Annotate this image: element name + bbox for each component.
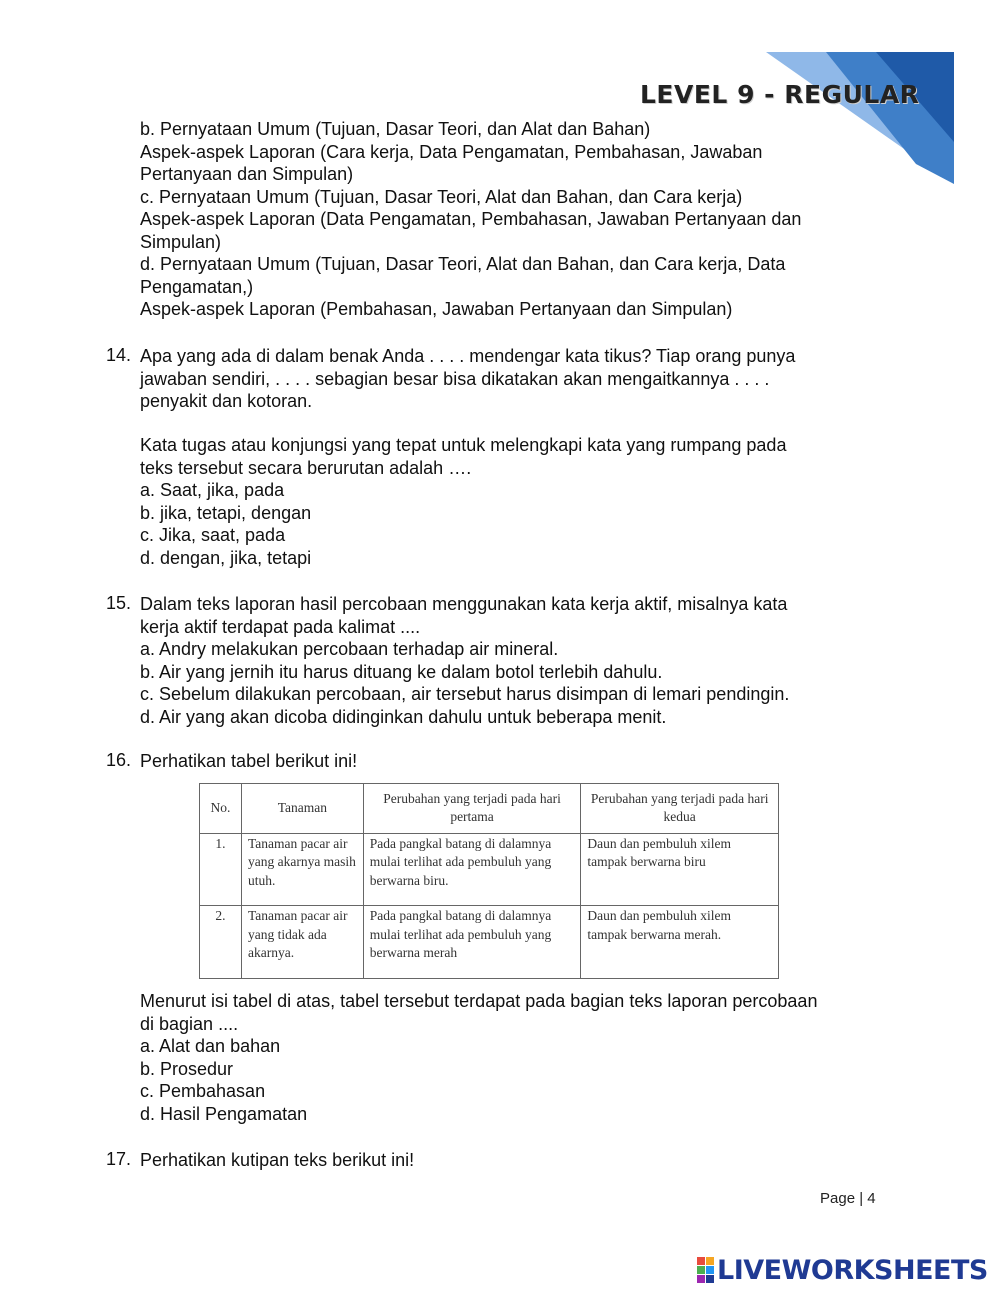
table-cell: 1. [200,833,242,906]
logo-square [706,1266,714,1274]
q14-passage-line: Apa yang ada di dalam benak Anda . . . . mendengar kata tikus? Tiap orang punya [140,346,796,366]
question-17-intro: Perhatikan kutipan teks berikut ini! [140,1150,415,1170]
q13-line: Pengamatan,) [140,276,254,297]
q14-prompt-line: teks tersebut secara berurutan adalah …. [140,457,472,478]
logo-text: LIVEWORKSHEETS [717,1254,988,1286]
page-number: Page | 4 [820,1190,876,1207]
table-cell: Tanaman pacar air yang akarnya masih utuh. [241,833,363,906]
q15-option-b[interactable]: b. Air yang jernih itu harus dituang ke dalam botol terlebih dahulu. [140,661,663,682]
q15-prompt-line: Dalam teks laporan hasil percobaan menggunakan kata kerja aktif, misalnya kata [140,594,788,614]
table-cell: Tanaman pacar air yang tidak ada akarnya. [241,906,363,979]
liveworksheets-logo[interactable] [697,1255,988,1285]
question-17-number: 17. [106,1149,132,1169]
question-15-number: 15. [106,593,132,613]
table-cell: 2. [200,906,242,979]
q15-option-d[interactable]: d. Air yang akan dicoba didinginkan dahulu untuk beberapa menit. [140,706,667,727]
q13-line: Simpulan) [140,231,222,252]
q16-option-c[interactable]: c. Pembahasan [140,1081,266,1101]
logo-square [697,1275,705,1283]
table-row [200,833,779,906]
q13-line: Aspek-aspek Laporan (Data Pengamatan, Pembahasan, Jawaban Pertanyaan dan [140,209,802,229]
q14-option-a[interactable]: a. Saat, jika, pada [140,480,285,500]
table-cell: Daun dan pembuluh xilem tampak berwarna biru [581,833,779,906]
q16-prompt-line: Menurut isi tabel di atas, tabel tersebut terdapat pada bagian teks laporan percobaan [140,991,818,1011]
table-header-cell: Tanaman [241,784,363,834]
q14-option-c[interactable]: c. Jika, saat, pada [140,525,286,545]
table-header-row [200,784,779,834]
q13-line: c. Pernyataan Umum (Tujuan, Dasar Teori, Alat dan Bahan, dan Cara kerja) [140,186,743,207]
q15-option-a[interactable]: a. Andry melakukan percobaan terhadap air mineral. [140,639,559,659]
question-16-intro: Perhatikan tabel berikut ini! [140,751,358,771]
question-15-body [140,593,900,728]
q13-line: Aspek-aspek Laporan (Cara kerja, Data Pengamatan, Pembahasan, Jawaban [140,141,763,162]
q13-line: Aspek-aspek Laporan (Pembahasan, Jawaban Pertanyaan dan Simpulan) [140,299,733,319]
logo-square [697,1257,705,1265]
table-cell: Daun dan pembuluh xilem tampak berwarna merah. [581,906,779,979]
q14-option-d[interactable]: d. dengan, jika, tetapi [140,547,312,568]
q14-prompt-line: Kata tugas atau konjungsi yang tepat untuk melengkapi kata yang rumpang pada [140,435,787,455]
logo-square [706,1257,714,1265]
table-header-cell: No. [200,784,242,834]
q16-prompt-line: di bagian .... [140,1013,239,1034]
table-cell: Pada pangkal batang di dalamnya mulai terlihat ada pembuluh yang berwarna merah [363,906,581,979]
q15-prompt-line: kerja aktif terdapat pada kalimat .... [140,616,421,637]
logo-squares-icon [697,1257,714,1283]
table-header-cell: Perubahan yang terjadi pada hari pertama [363,784,581,834]
q16-option-d[interactable]: d. Hasil Pengamatan [140,1103,308,1124]
question-16-body [140,990,900,1125]
q14-passage-line: penyakit dan kotoran. [140,391,313,411]
table-row [200,906,779,979]
table-cell: Pada pangkal batang di dalamnya mulai terlihat ada pembuluh yang berwarna biru. [363,833,581,906]
table-header-cell: Perubahan yang terjadi pada hari kedua [581,784,779,834]
q13-line: Pertanyaan dan Simpulan) [140,164,354,184]
logo-square [706,1275,714,1283]
question-16-number: 16. [106,750,132,770]
question-14-number: 14. [106,345,132,365]
level-title: LEVEL 9 - REGULAR [640,80,920,109]
question-13-options [140,118,900,321]
q14-option-b[interactable]: b. jika, tetapi, dengan [140,502,312,523]
question-14-prompt [140,434,900,569]
question-14-passage [140,345,900,413]
observation-table [199,783,779,979]
q16-option-b[interactable]: b. Prosedur [140,1058,234,1079]
logo-square [697,1266,705,1274]
q13-line: b. Pernyataan Umum (Tujuan, Dasar Teori, dan Alat dan Bahan) [140,119,651,139]
q16-option-a[interactable]: a. Alat dan bahan [140,1036,281,1056]
q14-passage-line: jawaban sendiri, . . . . sebagian besar bisa dikatakan akan mengaitkannya . . . . [140,368,770,389]
q13-line: d. Pernyataan Umum (Tujuan, Dasar Teori, Alat dan Bahan, dan Cara kerja, Data [140,254,786,274]
q15-option-c[interactable]: c. Sebelum dilakukan percobaan, air tersebut harus disimpan di lemari pendingin. [140,684,790,704]
